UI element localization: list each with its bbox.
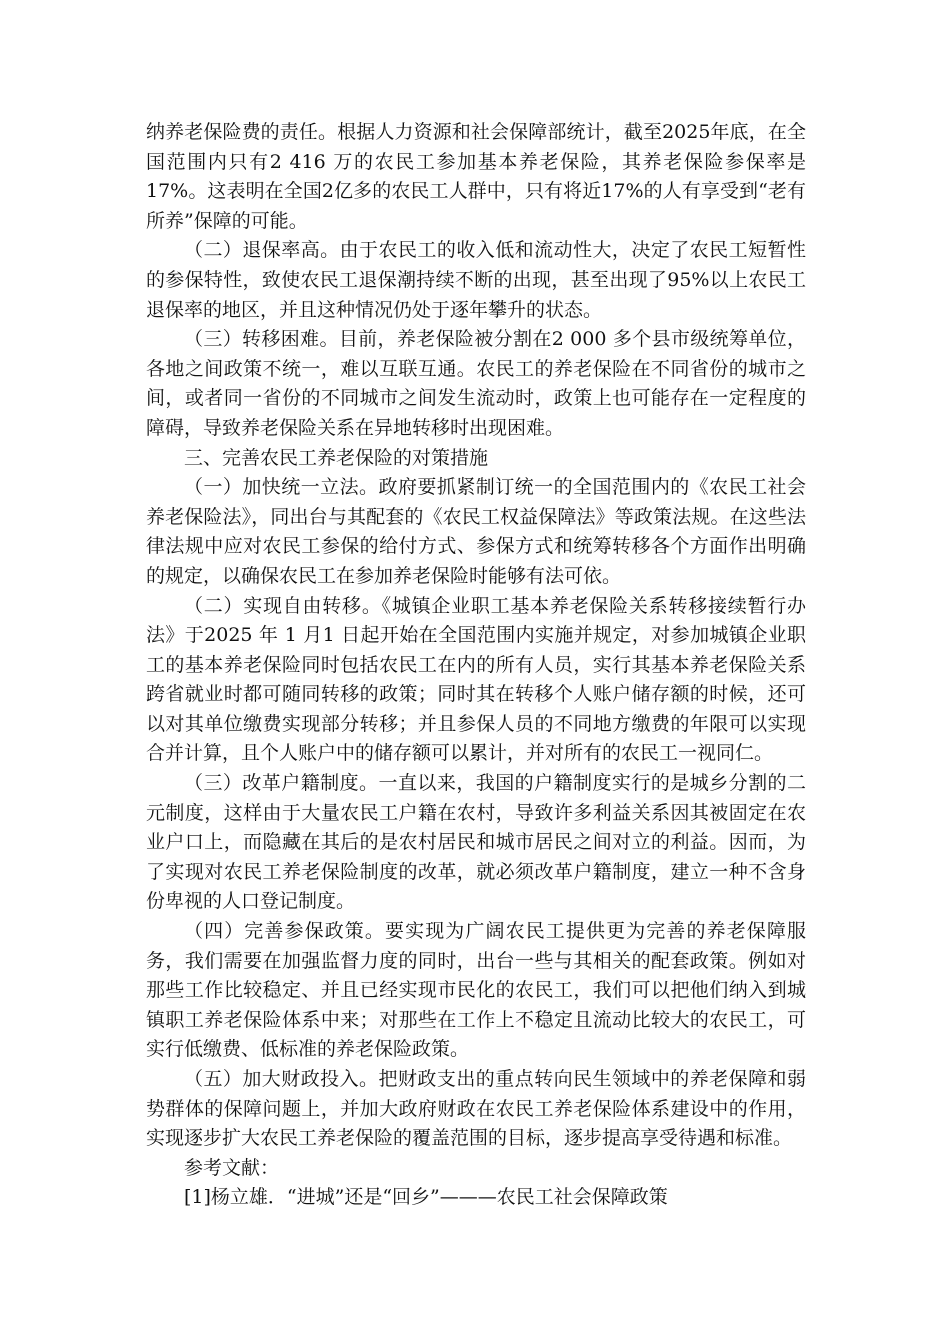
- document-page: [146, 118, 806, 1213]
- paragraph-continuation: 纳养老保险费的责任。根据人力资源和社会保障部统计，截至2025年底，在全国范围内只有2 416 万的农民工参加基本养老保险，其养老保险参保率是17%。这表明在全国2亿多的农民工人群中，只有将近17%的人有享受到“老有所养”保障的可能。: [146, 121, 806, 232]
- reference-item: [1]杨立雄．“进城”还是“回乡”———农民工社会保障政策: [184, 1186, 668, 1209]
- paragraph-insurance-policy: （四）完善参保政策。要实现为广阔农民工提供更为完善的养老保障服务，我们需要在加强监督力度的同时，出台一些与其相关的配套政策。例如对那些工作比较稳定、并且已经实现市民化的农民工，我们可以把他们纳入到城镇职工养老保险体系中来；对那些在工作上不稳定且流动比较大的农民工，可实行低缴费、低标准的养老保险政策。: [146, 920, 806, 1061]
- paragraph-household-registration: （三）改革户籍制度。一直以来，我国的户籍制度实行的是城乡分割的二元制度，这样由于大量农民工户籍在农村，导致许多利益关系因其被固定在农业户口上，而隐藏在其后的是农村居民和城市居民之间对立的利益。因而，为了实现对农民工养老保险制度的改革，就必须改革户籍制度，建立一种不含身份卑视的人口登记制度。: [146, 772, 806, 913]
- paragraph-unified-legislation: （一）加快统一立法。政府要抓紧制订统一的全国范围内的《农民工社会养老保险法》，同出台与其配套的《农民工权益保障法》等政策法规。在这些法律法规中应对农民工参保的给付方式、参保方式和统筹转移各个方面作出明确的规定，以确保农民工在参加养老保险时能够有法可依。: [146, 476, 806, 587]
- paragraph-fiscal-investment: （五）加大财政投入。把财政支出的重点转向民生领域中的养老保障和弱势群体的保障问题上，并加大政府财政在农民工养老保险体系建设中的作用，实现逐步扩大农民工养老保险的覆盖范围的目标，逐步提高享受待遇和标准。: [146, 1068, 806, 1150]
- paragraph-free-transfer: （二）实现自由转移。《城镇企业职工基本养老保险关系转移接续暂行办法》于2025 年 1 月1 日起开始在全国范围内实施并规定，对参加城镇企业职工的基本养老保险同时包括农民工在内的所有人员，实行其基本养老保险关系跨省就业时都可随同转移的政策；同时其在转移个人账户储存额的时候，还可以对其单位缴费实现部分转移；并且参保人员的不同地方缴费的年限可以实现合并计算，且个人账户中的储存额可以累计，并对所有的农民工一视同仁。: [146, 594, 806, 765]
- references-heading: 参考文献：: [184, 1156, 280, 1179]
- section-heading-measures: 三、完善农民工养老保险的对策措施: [184, 446, 489, 469]
- paragraph-transfer-difficulty: （三）转移困难。目前，养老保险被分割在2 000 多个县市级统筹单位，各地之间政策不统一，难以互联互通。农民工的养老保险在不同省份的城市之间，或者同一省份的不同城市之间发生流动时，政策上也可能存在一定程度的障碍，导致养老保险关系在异地转移时出现困难。: [146, 328, 806, 439]
- paragraph-withdrawal-rate: （二）退保率高。由于农民工的收入低和流动性大，决定了农民工短暂性的参保特性，致使农民工退保潮持续不断的出现，甚至出现了95%以上农民工退保率的地区，并且这种情况仍处于逐年攀升的状态。: [146, 239, 806, 321]
